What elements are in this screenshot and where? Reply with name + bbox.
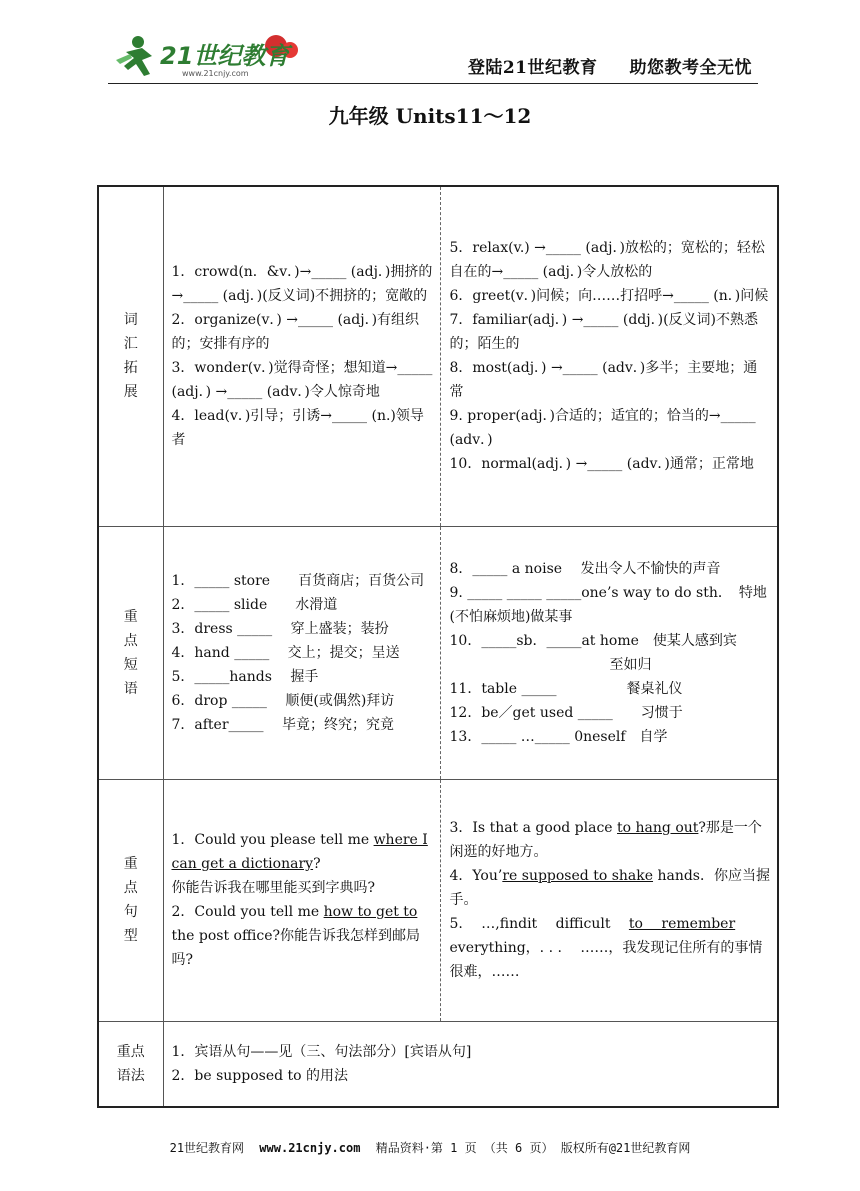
vocab-item: 9. proper(adj．)合适的；适宜的；恰当的→_____ (adv．) xyxy=(449,408,756,449)
sentence-2: 2．Could you tell me how to get to the post office?你能告诉我怎样到邮局吗? xyxy=(171,904,421,968)
logo-text: 21世纪教育 xyxy=(160,42,290,70)
grammar-item: 2．be supposed to 的用法 xyxy=(171,1067,349,1084)
phrase-item-continued: 至如归 xyxy=(609,656,652,673)
vocab-item: 3．wonder(v．)觉得奇怪；想知道→_____ (adj．) →_____ (adv．)令人惊奇地 xyxy=(171,360,433,401)
vocab-item: 2．organize(v．) →_____ (adj．)有组织的；安排有序的 xyxy=(171,312,420,353)
unit-summary-table xyxy=(97,185,779,1108)
footer-right: 精品资料·第 1 页 （共 6 页） 版权所有@21世纪教育网 xyxy=(375,1141,691,1155)
sentences-label: 重 点 句 型 xyxy=(98,779,163,1021)
vocab-item: 6．greet(v．)问候；向……打招呼→_____ (n．)问候 xyxy=(449,288,769,305)
grammar-item: 1．宾语从句——见（三、句法部分）[宾语从句] xyxy=(171,1043,472,1060)
phrase-item: 7．after_____ 毕竟；终究；究竟 xyxy=(171,716,394,733)
phrase-item: 6．drop _____ 顺便(或偶然)拜访 xyxy=(171,692,395,709)
page-header xyxy=(108,26,758,84)
phrases-left xyxy=(163,526,440,779)
phrase-item: 3．dress _____ 穿上盛装；装扮 xyxy=(171,620,389,637)
grammar-row xyxy=(98,1021,778,1107)
phrases-row xyxy=(98,526,778,779)
vocab-item: 5．relax(v.) →_____ (adj．)放松的；宽松的；轻松自在的→_____ (adj．)令人放松的 xyxy=(449,240,765,281)
vocab-left xyxy=(163,186,440,526)
sentence-3: 3．Is that a good place to hang out?那是一个闲逛的好地方。 xyxy=(449,820,762,860)
phrase-item: 5．_____hands 握手 xyxy=(171,668,319,685)
phrase-item: 2．_____ slide 水滑道 xyxy=(171,596,338,613)
footer-site-link[interactable]: www.21cnjy.com xyxy=(259,1141,361,1155)
sentences-left xyxy=(163,779,440,1021)
vocab-row xyxy=(98,186,778,526)
footer-left: 21世纪教育网 xyxy=(169,1141,245,1155)
vocab-right xyxy=(440,186,778,526)
page-footer xyxy=(0,1139,860,1156)
vocab-item: 1．crowd(n．&v．)→_____ (adj．)拥挤的→_____ (adj．)(反义词)不拥挤的；宽敞的 xyxy=(171,264,433,305)
vocab-item: 10．normal(adj．) →_____ (adv．)通常；正常地 xyxy=(449,456,754,473)
phrases-label: 重 点 短 语 xyxy=(98,526,163,779)
grammar-content xyxy=(163,1021,778,1107)
sentence-4: 4．You’re supposed to shake hands．你应当握手。 xyxy=(449,868,770,908)
phrase-item: 12．be／get used _____ 习惯于 xyxy=(449,704,683,721)
vocab-item: 4．lead(v．)引导；引诱→_____ (n.)领导者 xyxy=(171,408,424,449)
sentences-row xyxy=(98,779,778,1021)
vocab-item: 7．familiar(adj．) →_____ (ddj．)(反义词)不熟悉的；陌生的 xyxy=(449,312,758,353)
slogan-left: 登陆21世纪教育 xyxy=(467,58,598,78)
logo-url: www.21cnjy.com xyxy=(182,69,249,78)
phrase-item: 10．_____sb．_____at home 使某人感到宾 xyxy=(449,632,737,649)
sentences-right xyxy=(440,779,778,1021)
phrase-item: 1．_____ store 百货商店；百货公司 xyxy=(171,572,425,589)
phrase-item: 13．_____ …_____ 0neself 自学 xyxy=(449,728,668,745)
sentence-1: 1．Could you please tell me where I can get a dictionary? xyxy=(171,832,428,872)
vocab-label: 词 汇 拓 展 xyxy=(98,186,163,526)
grammar-label: 重点 语法 xyxy=(98,1021,163,1107)
sentence-1-translation: 你能告诉我在哪里能买到字典吗? xyxy=(171,880,376,896)
sentence-5: 5. …,findit difficult to remember everything，. . . ……，我发现记住所有的事情很难，…… xyxy=(449,916,763,980)
slogan-right: 助您教考全无忧 xyxy=(629,58,752,78)
phrase-item: 4．hand _____ 交上；提交；呈送 xyxy=(171,644,400,661)
phrase-item: 8．_____ a noise 发出令人不愉快的声音 xyxy=(449,560,721,577)
page-title: 九年级 Units11～12 xyxy=(328,104,532,128)
phrase-item: 11．table _____ 餐桌礼仪 xyxy=(449,680,683,697)
vocab-item: 8．most(adj．) →_____ (adv．)多半；主要地；通常 xyxy=(449,360,758,401)
slogan xyxy=(468,53,752,78)
phrases-right xyxy=(440,526,778,779)
phrase-item: 9. _____ _____ _____one’s way to do sth． 特地(不怕麻烦地)做某事 xyxy=(449,584,767,625)
logo xyxy=(112,30,302,80)
